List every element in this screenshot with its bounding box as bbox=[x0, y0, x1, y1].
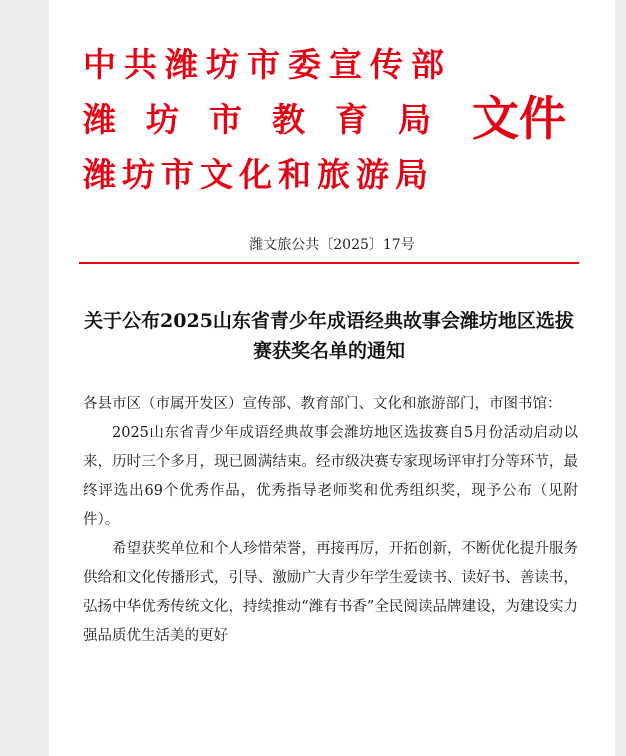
issuer-line-1-text: 中共潍坊市委宣传部 bbox=[83, 45, 452, 84]
document-page bbox=[49, 0, 615, 756]
issuer-line-2-text: 潍坊市教育局 bbox=[83, 100, 461, 139]
salutation: 各县市区（市属开发区）宣传部、教育部门、文化和旅游部门，市图书馆： bbox=[83, 396, 562, 412]
body-paragraph-1: 2025山东省青少年成语经典故事会潍坊地区选拔赛自5月份活动启动以来，历时三个多月，现已圆满结束。经市级决赛专家现场评审打分等环节，最终评选出69个优秀作品，优秀指导老师奖和优秀组织奖，现予公布（见附件）。 bbox=[83, 425, 578, 528]
document-title: 关于公布2025山东省青少年成语经典故事会潍坊地区选拔赛获奖名单的通知 bbox=[84, 310, 574, 362]
document-number: 潍文旅公共〔2025〕17号 bbox=[249, 237, 415, 253]
doc-type-label: 文件 bbox=[472, 92, 566, 147]
issuer-line-3 bbox=[83, 150, 434, 200]
red-divider bbox=[79, 262, 579, 264]
issuer-line-3-text: 潍坊市文化和旅游局 bbox=[83, 155, 434, 194]
issuer-line-2 bbox=[83, 95, 461, 145]
issuer-line-1 bbox=[83, 40, 452, 90]
body-paragraph-2: 希望获奖单位和个人珍惜荣誉，再接再厉，开拓创新，不断优化提升服务供给和文化传播形式，引导、激励广大青少年学生爱读书、读好书、善读书，弘扬中华优秀传统文化，持续推动“潍有书香”全民阅读品牌建设，为建设实力强品质优生活美的更好 bbox=[83, 541, 578, 644]
document-body bbox=[83, 390, 578, 651]
